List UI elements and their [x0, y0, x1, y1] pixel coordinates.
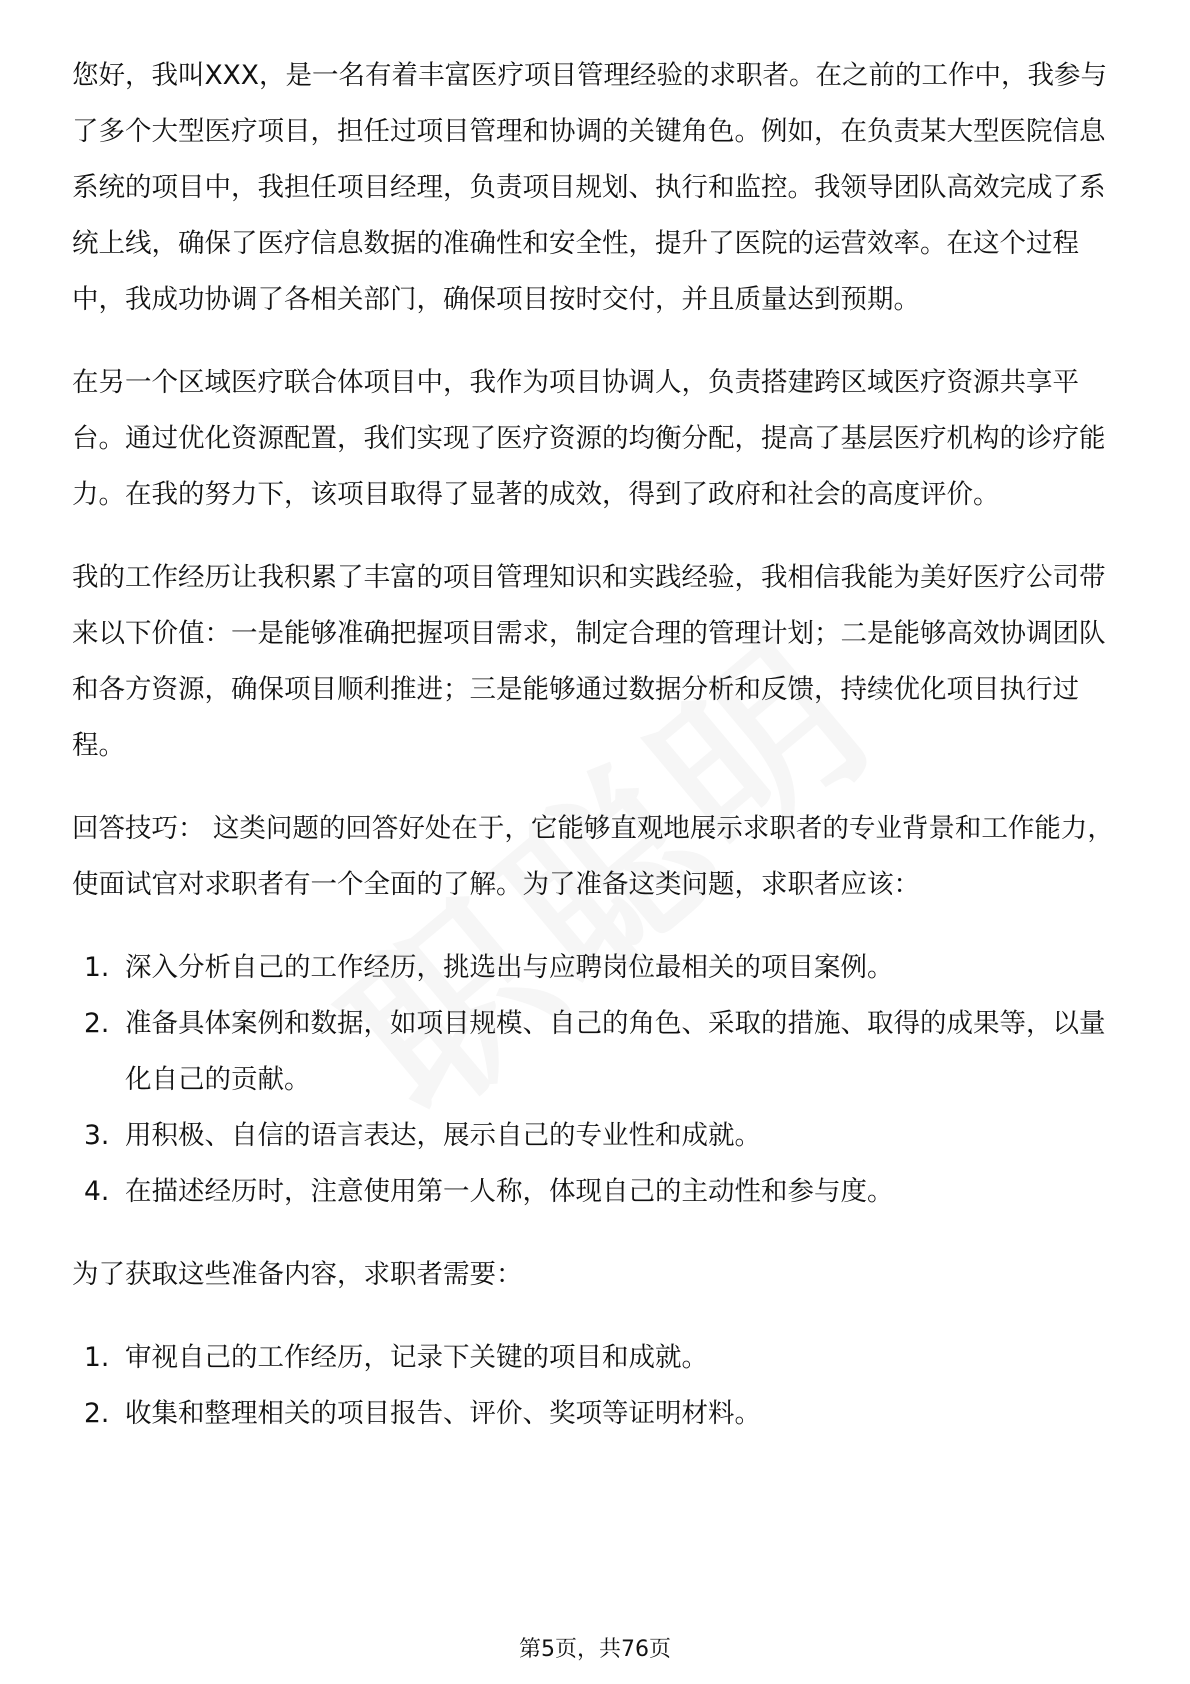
list-number: 2. — [84, 1398, 110, 1429]
paragraph-prep-intro: 为了获取这些准备内容，求职者需要： — [72, 1259, 523, 1290]
list-item — [72, 1386, 1122, 1442]
list-number: 1. — [84, 952, 110, 983]
list-number: 2. — [84, 1008, 110, 1039]
list-text: 收集和整理相关的项目报告、评价、奖项等证明材料。 — [125, 1398, 761, 1429]
list-item — [72, 1164, 1122, 1220]
list-number: 1. — [84, 1342, 110, 1373]
list-text: 审视自己的工作经历，记录下关键的项目和成就。 — [125, 1342, 708, 1373]
page-footer: 第5页，共76页 — [519, 1637, 671, 1662]
paragraph-regional-project: 在另一个区域医疗联合体项目中，我作为项目协调人，负责搭建跨区域医疗资源共享平台。通过优化资源配置，我们实现了医疗资源的均衡分配，提高了基层医疗机构的诊疗能力。在我的努力下，该项目取得了显著的成效，得到了政府和社会的高度评价。 — [72, 367, 1106, 510]
paragraph-tips: 回答技巧： 这类问题的回答好处在于，它能够直观地展示求职者的专业背景和工作能力，使面试官对求职者有一个全面的了解。为了准备这类问题，求职者应该： — [72, 813, 1114, 900]
list-text: 在描述经历时，注意使用第一人称，体现自己的主动性和参与度。 — [125, 1176, 894, 1207]
prep-list — [72, 1330, 1122, 1442]
list-text: 准备具体案例和数据，如项目规模、自己的角色、采取的措施、取得的成果等，以量化自己的贡献。 — [125, 1008, 1106, 1095]
list-item — [72, 1330, 1122, 1386]
paragraph-value: 我的工作经历让我积累了丰富的项目管理知识和实践经验，我相信我能为美好医疗公司带来以下价值：一是能够准确把握项目需求，制定合理的管理计划；二是能够高效协调团队和各方资源，确保项目顺利推进；三是能够通过数据分析和反馈，持续优化项目执行过程。 — [72, 562, 1106, 761]
tips-list — [72, 940, 1122, 1220]
list-text: 深入分析自己的工作经历，挑选出与应聘岗位最相关的项目案例。 — [125, 952, 894, 983]
list-item — [72, 940, 1122, 996]
list-item — [72, 1108, 1122, 1164]
paragraph-intro: 您好，我叫XXX，是一名有着丰富医疗项目管理经验的求职者。在之前的工作中，我参与了多个大型医疗项目，担任过项目管理和协调的关键角色。例如，在负责某大型医院信息系统的项目中，我担任项目经理，负责项目规划、执行和监控。我领导团队高效完成了系统上线，确保了医疗信息数据的准确性和安全性，提升了医院的运营效率。在这个过程中，我成功协调了各相关部门，确保项目按时交付，并且质量达到预期。 — [72, 60, 1107, 315]
list-item — [72, 996, 1122, 1108]
page-content — [72, 48, 1122, 1469]
list-text: 用积极、自信的语言表达，展示自己的专业性和成就。 — [125, 1120, 761, 1151]
list-number: 4. — [84, 1176, 110, 1207]
list-number: 3. — [84, 1120, 110, 1151]
